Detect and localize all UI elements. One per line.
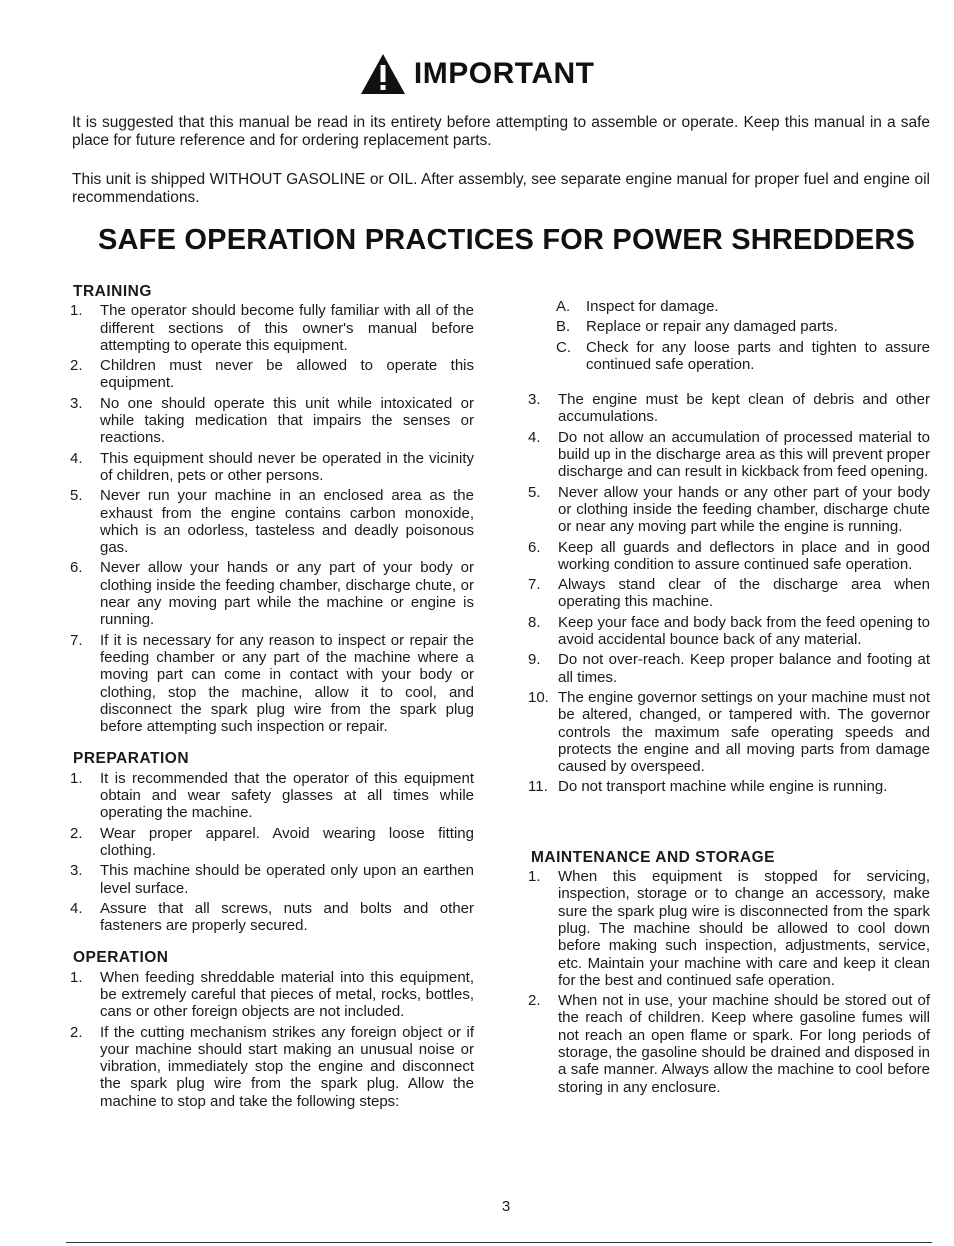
page-title: SAFE OPERATION PRACTICES FOR POWER SHREDDERS xyxy=(98,224,916,256)
list-item: 2. If the cutting mechanism strikes any foreign object or if your machine should start making an unusual noise or vibration, immediately stop the engine and disconnect the spark plug wire from the spark plug. Allow the machine to stop and take the following steps: xyxy=(70,1023,474,1110)
list-item: 9. Do not over-reach. Keep proper balance and footing at all times. xyxy=(528,651,930,686)
training-heading: TRAINING xyxy=(73,283,152,300)
operation-list-continued xyxy=(528,391,930,796)
list-item: A. Inspect for damage. xyxy=(556,298,719,315)
list-item: 2. Children must never be allowed to operate this equipment. xyxy=(70,357,474,392)
list-item: 4. Assure that all screws, nuts and bolts and other fasteners are properly secured. xyxy=(70,899,474,935)
list-item: 2. When not in use, your machine should be stored out of the reach of children. Keep where gasoline fumes will not reach an open flame or spark. For long periods of storage, the gasoline should be drained and disposed in a safe manner. Always allow the machine to cool before storing in any enclosure. xyxy=(528,992,930,1096)
list-item: 4. Do not allow an accumulation of processed material to build up in the discharge area as this will prevent proper discharge and can result in kickback from feed opening. xyxy=(528,428,930,481)
important-header xyxy=(0,52,954,96)
operation-list xyxy=(70,969,474,1110)
right-column xyxy=(528,298,930,1099)
list-item: 7. Always stand clear of the discharge area when operating this machine. xyxy=(528,576,930,611)
intro-paragraph-1: It is suggested that this manual be read in its entirety before attempting to assemble or operate. Keep this manual in a safe place for future reference and for ordering replacement parts. xyxy=(72,114,930,149)
list-item: 2. Wear proper apparel. Avoid wearing loose fitting clothing. xyxy=(70,824,474,859)
list-item: 1. When feeding shreddable material into this equipment, be extremely careful that pieces of metal, rocks, bottles, cans or other foreign objects are not included. xyxy=(70,968,474,1021)
maintenance-heading: MAINTENANCE AND STORAGE xyxy=(531,848,776,866)
list-item: 1. The operator should become fully familiar with all of the different sections of this owner's manual before attempting to operate this equipment. xyxy=(70,302,474,354)
list-item: 7. If it is necessary for any reason to inspect or repair the feeding chamber or any part of the machine where a moving part can come in contact with your body or clothing, stop the machine, allow it to cool, and disconnect the spark plug wire from the spark plug before attempting such inspection or repair. xyxy=(70,631,474,736)
page-number: 3 xyxy=(501,1198,511,1215)
list-item: 11. Do not transport machine while engine is running. xyxy=(528,778,888,796)
footer-rule xyxy=(66,1242,932,1243)
list-item: 10. The engine governor settings on your machine must not be altered, changed, or tampered with. The governor controls the maximum safe operating speeds and protects the engine and all moving parts from damage caused by overspeed. xyxy=(528,688,930,776)
intro-paragraph-2: This unit is shipped WITHOUT GASOLINE or OIL. After assembly, see separate engine manual for proper fuel and engine oil recommendations. xyxy=(72,171,930,206)
list-item: B. Replace or repair any damaged parts. xyxy=(556,318,838,336)
list-item: 1. When this equipment is stopped for servicing, inspection, storage or to change an accessory, make sure the spark plug wire is disconnected from the spark plug. The machine should be allowed to cool down before making such inspection, adjustments, service, etc. Maintain your machine with care and keep it clean for the best and continued safe operation. xyxy=(528,868,930,989)
important-title: IMPORTANT xyxy=(413,57,595,90)
list-item: 3. This machine should be operated only upon an earthen level surface. xyxy=(70,862,474,897)
preparation-heading: PREPARATION xyxy=(73,750,190,768)
list-item: 5. Never run your machine in an enclosed area as the exhaust from the engine contains carbon monoxide, which is an odorless, tasteless and deadly poisonous gas. xyxy=(70,487,474,557)
list-item: 3. The engine must be kept clean of debris and other accumulations. xyxy=(528,391,930,426)
preparation-list xyxy=(70,770,474,935)
list-item: 5. Never allow your hands or any other part of your body or clothing inside the feeding chamber, discharge chute or near any moving part while the engine is running. xyxy=(528,483,930,536)
list-item: 3. No one should operate this unit while intoxicated or while taking medication that impairs the senses or reactions. xyxy=(70,394,474,447)
left-column xyxy=(70,283,474,1113)
inspection-steps-list xyxy=(556,298,930,373)
operation-heading: OPERATION xyxy=(73,949,169,967)
list-item: C. Check for any loose parts and tighten to assure continued safe operation. xyxy=(556,338,930,373)
list-item: 8. Keep your face and body back from the feed opening to avoid accidental bounce back of any material. xyxy=(528,613,930,649)
maintenance-list xyxy=(528,868,930,1096)
training-list xyxy=(70,302,474,735)
list-item: 6. Keep all guards and deflectors in place and in good working condition to assure continued safe operation. xyxy=(528,538,930,573)
warning-triangle-icon xyxy=(359,52,407,96)
list-item: 4. This equipment should never be operated in the vicinity of children, pets or other persons. xyxy=(70,449,474,484)
list-item: 6. Never allow your hands or any part of your body or clothing inside the feeding chamber, discharge chute, or near any moving part while the machine or engine is running. xyxy=(70,559,474,629)
list-item: 1. It is recommended that the operator of this equipment obtain and wear safety glasses at all times while operating the machine. xyxy=(70,769,474,822)
